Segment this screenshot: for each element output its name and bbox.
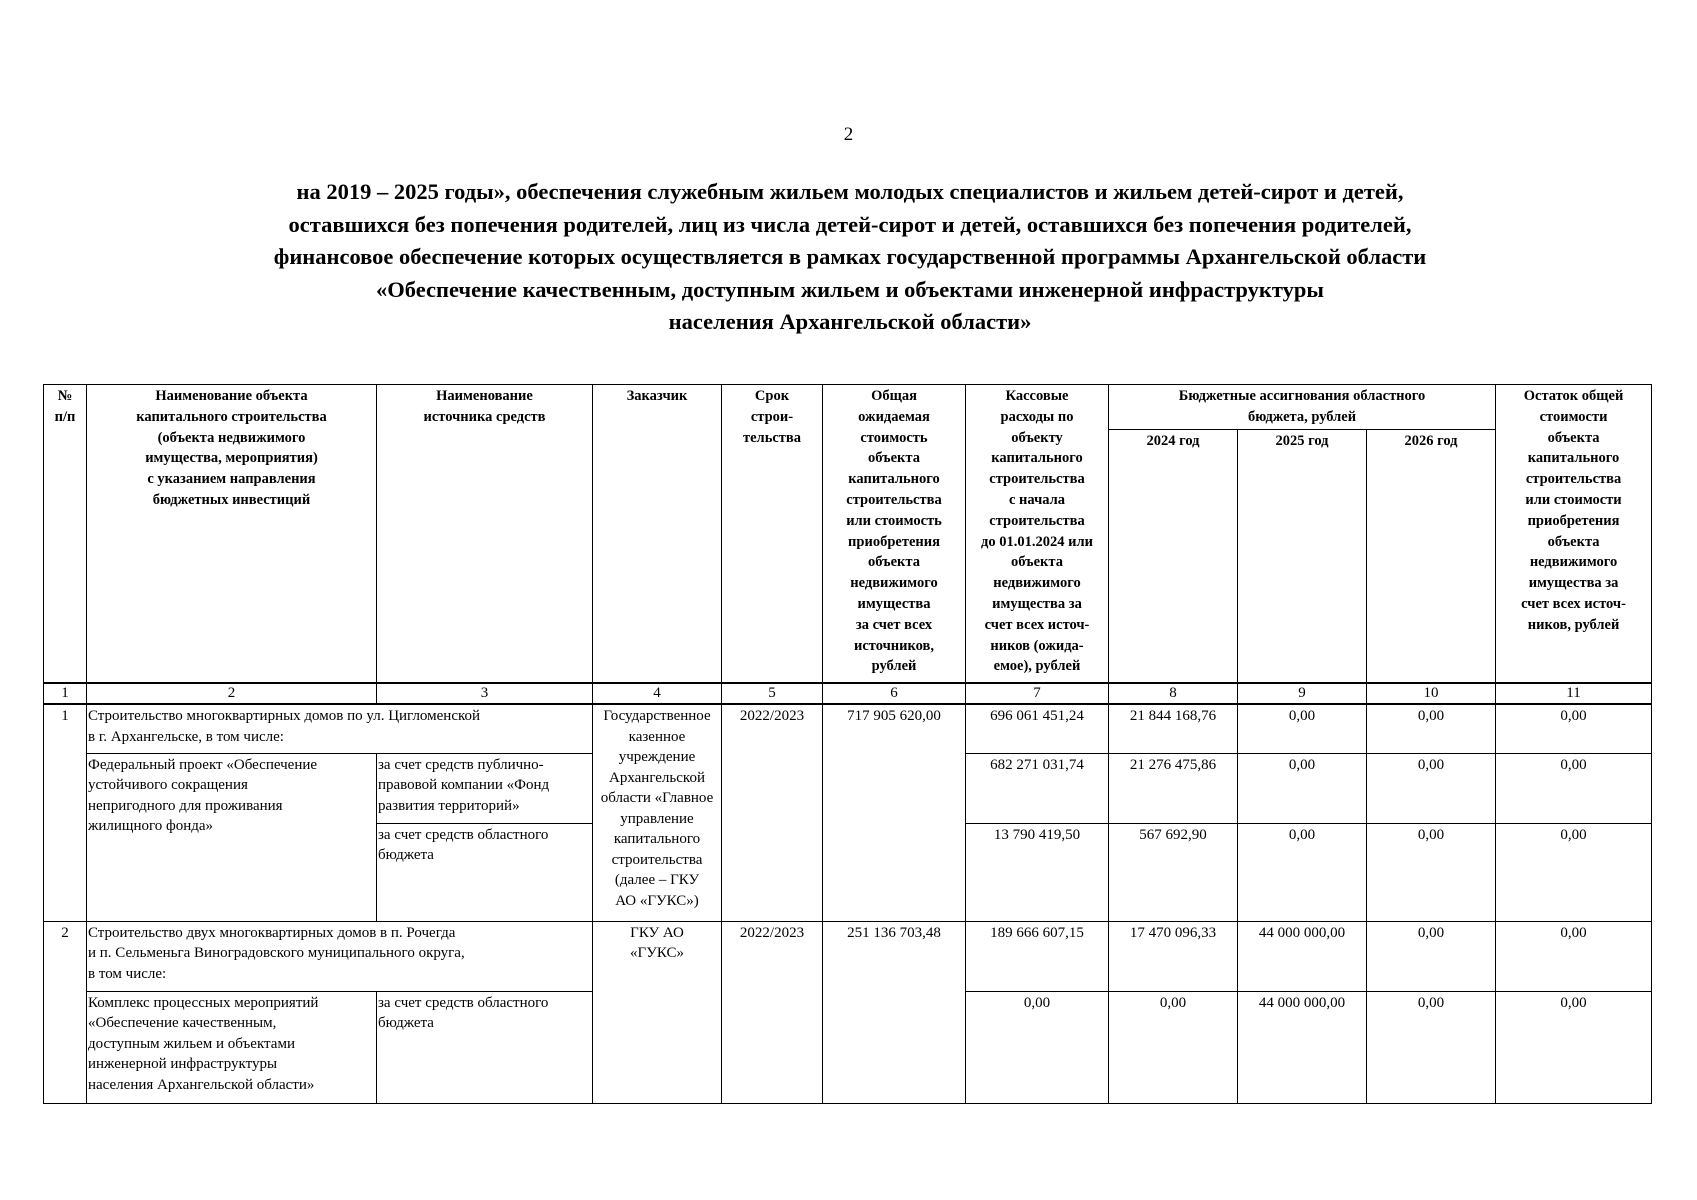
text-line: Строительство многоквартирных домов по ул. Цигломенской [88,708,481,725]
text-line: капитального строительства [136,408,327,425]
total-cost: 717 905 620,00 [823,704,966,921]
budget-2026: 0,00 [1367,823,1496,921]
row-number: 1 [44,704,87,921]
remainder: 0,00 [1496,753,1652,823]
document-heading [60,176,1640,339]
table-row [44,921,1652,991]
text-line: за счет средств областного [378,994,549,1011]
text-line: Комплекс процессных мероприятий [88,994,319,1011]
text-line: стоимости [1539,408,1608,425]
text-line: капитального [1527,450,1620,467]
text-line: с начала [1008,491,1066,508]
text-line: инженерной инфраструктуры [88,1056,278,1073]
column-number: 2 [87,683,377,704]
text-line: «Обеспечение качественным, [88,1015,277,1032]
text-line: объекта [1011,554,1063,571]
funding-source [377,823,593,921]
text-line: учреждение [618,749,696,766]
budget-2025: 44 000 000,00 [1238,921,1367,991]
text-line: или стоимости [1525,491,1622,508]
heading-line: населения Архангельской области» [668,309,1032,334]
text-line: доступным жильем и объектами [88,1035,295,1052]
column-number: 3 [377,683,593,704]
text-line: емое), рублей [993,658,1081,675]
text-line: Архангельской [609,769,705,786]
row-number: 2 [44,921,87,1103]
header-row [44,385,1652,430]
column-number: 10 [1367,683,1496,704]
text-line: Заказчик [626,388,688,404]
text-line: расходы по [1000,408,1074,425]
text-line: капитального [991,450,1083,467]
text-line: строительства [611,851,703,868]
text-line: ГКУ АО [630,924,684,941]
table-row [44,704,1652,753]
text-line: бюджетных инвестиций [152,491,311,508]
investment-table [43,384,1652,1104]
text-line: бюджета [378,847,434,864]
text-line: бюджета, рублей [1247,408,1357,425]
budget-2025: 0,00 [1238,823,1367,921]
text-line: (объекта недвижимого [157,429,306,446]
text-line: строи- [750,408,794,425]
heading-line: «Обеспечение качественным, доступным жильем и объектами инженерной инфраструктуры [376,276,1324,302]
heading-line: финансовое обеспечение которых осуществляется в рамках государственной программы Архангельской области [273,244,1427,269]
remainder: 0,00 [1496,991,1652,1103]
cash-expenses: 0,00 [966,991,1109,1103]
text-line: объекта [868,554,920,571]
cash-expenses: 682 271 031,74 [966,753,1109,823]
construction-term: 2022/2023 [722,921,823,1103]
text-line: ожидаемая [858,408,930,425]
text-line: приобретения [848,533,940,550]
text-line: ников (ожида- [990,637,1084,654]
text-line: с указанием направления [147,471,316,488]
text-line: капитального [848,471,940,488]
text-line: недвижимого [993,575,1081,592]
text-line: за счет средств публично- [378,756,544,773]
text-line: Бюджетные ассигнования областного [1178,388,1426,404]
cash-expenses: 696 061 451,24 [966,704,1109,753]
text-line: Кассовые [1005,388,1069,404]
text-line: недвижимого [850,575,938,592]
header-customer [593,385,722,684]
text-line: казенное [628,728,686,745]
heading-line: оставшихся без попечения родителей, лиц из числа детей-сирот и детей, оставшихся без попечения родителей, [288,211,1412,237]
text-line: Государственное [603,708,711,725]
budget-2026: 0,00 [1367,921,1496,991]
header-total-cost [823,385,966,684]
header-remainder [1496,385,1652,684]
budget-2025: 0,00 [1238,753,1367,823]
budget-2024: 21 276 475,86 [1109,753,1238,823]
text-line: населения Архангельской области» [88,1076,315,1093]
sub-object-name [87,753,377,921]
budget-2024: 0,00 [1109,991,1238,1103]
text-line: бюджета [378,1015,434,1032]
object-name [87,704,481,753]
text-line: ников, рублей [1527,616,1620,633]
text-line: за счет всех [855,616,933,633]
text-line: приобретения [1527,512,1620,529]
text-line: строительства [989,471,1085,488]
construction-term: 2022/2023 [722,704,823,921]
remainder: 0,00 [1496,921,1652,991]
text-line: управление [620,810,694,827]
text-line: правовой компании «Фонд [378,777,550,794]
funding-source [377,991,593,1103]
text-line: в г. Архангельске, в том числе: [88,728,284,745]
budget-2024: 21 844 168,76 [1109,704,1238,753]
text-line: строительства [989,512,1085,529]
text-line: (далее – ГКУ [614,872,700,889]
text-line: Федеральный проект «Обеспечение [88,756,318,773]
text-line: жилищного фонда» [88,818,214,835]
text-line: стоимость [860,429,928,446]
cash-expenses: 189 666 607,15 [966,921,1109,991]
text-line: до 01.01.2024 или [981,533,1093,550]
header-year-2024: 2024 год [1109,429,1238,683]
text-line: Наименование [436,388,533,404]
text-line: источника средств [423,408,546,425]
column-number: 5 [722,683,823,704]
text-line: п/п [54,408,76,425]
text-line: объекта [868,450,920,467]
text-line: устойчивого сокращения [88,777,248,794]
text-line: и п. Сельменьга Виноградовского муниципального округа, [88,945,465,962]
text-line: имущества [857,595,931,612]
text-line: области «Главное [600,790,714,807]
remainder: 0,00 [1496,823,1652,921]
customer [593,704,722,921]
text-line: за счет средств областного [378,826,549,843]
text-line: капитального [613,831,701,848]
text-line: развития территорий» [378,797,520,814]
header-term [722,385,823,684]
budget-2026: 0,00 [1367,753,1496,823]
total-cost: 251 136 703,48 [823,921,966,1103]
column-number: 6 [823,683,966,704]
text-line: объекта [1547,533,1600,550]
heading-line: на 2019 – 2025 годы», обеспечения служебным жильем молодых специалистов и жильем детей-сирот и детей, [296,179,1404,204]
budget-2025: 44 000 000,00 [1238,991,1367,1103]
text-line: строительства [1525,471,1622,488]
sub-object-name [87,991,377,1103]
funding-source [377,753,593,823]
text-line: имущества, мероприятия) [145,450,318,467]
text-line: объекта [1547,429,1600,446]
column-number: 4 [593,683,722,704]
text-line: рублей [871,658,917,675]
text-line: АО «ГУКС») [615,892,699,909]
header-year-2026: 2026 год [1367,429,1496,683]
text-line: объекту [1011,429,1063,446]
budget-2025: 0,00 [1238,704,1367,753]
header-budget-group [1109,385,1496,430]
header-num [44,385,87,684]
text-line: счет всех источ- [984,616,1090,633]
header-year-2025: 2025 год [1238,429,1367,683]
text-line: источников, [854,637,934,654]
budget-2026: 0,00 [1367,704,1496,753]
header-object-name [87,385,377,684]
header-source [377,385,593,684]
header-cash-expenses [966,385,1109,684]
object-name-text [88,923,465,985]
budget-2026: 0,00 [1367,991,1496,1103]
text-line: имущества за [1528,575,1619,592]
text-line: строительства [846,491,942,508]
column-number: 7 [966,683,1109,704]
text-line: Наименование объекта [155,388,308,404]
text-line: тельства [743,429,801,446]
customer [593,921,722,1103]
text-line: Срок [754,388,790,404]
object-name-text [88,706,481,747]
remainder: 0,00 [1496,704,1652,753]
text-line: или стоимость [846,512,942,529]
text-line: Общая [871,388,917,404]
text-line: непригодного для проживания [88,797,283,814]
text-line: № [57,388,73,404]
text-line: недвижимого [1529,554,1618,571]
column-number: 1 [44,683,87,704]
budget-2024: 17 470 096,33 [1109,921,1238,991]
column-number: 9 [1238,683,1367,704]
cash-expenses: 13 790 419,50 [966,823,1109,921]
text-line: в том числе: [88,965,167,982]
budget-2024: 567 692,90 [1109,823,1238,921]
column-number: 8 [1109,683,1238,704]
text-line: «ГУКС» [630,945,684,962]
object-name [87,921,465,991]
column-number: 11 [1496,683,1652,704]
page-number: 2 [843,124,854,145]
text-line: Строительство двух многоквартирных домов в п. Рочегда [88,924,456,941]
column-number-row [44,683,1652,704]
text-line: счет всех источ- [1521,595,1626,612]
text-line: имущества за [992,595,1082,612]
text-line: Остаток общей [1523,388,1624,404]
